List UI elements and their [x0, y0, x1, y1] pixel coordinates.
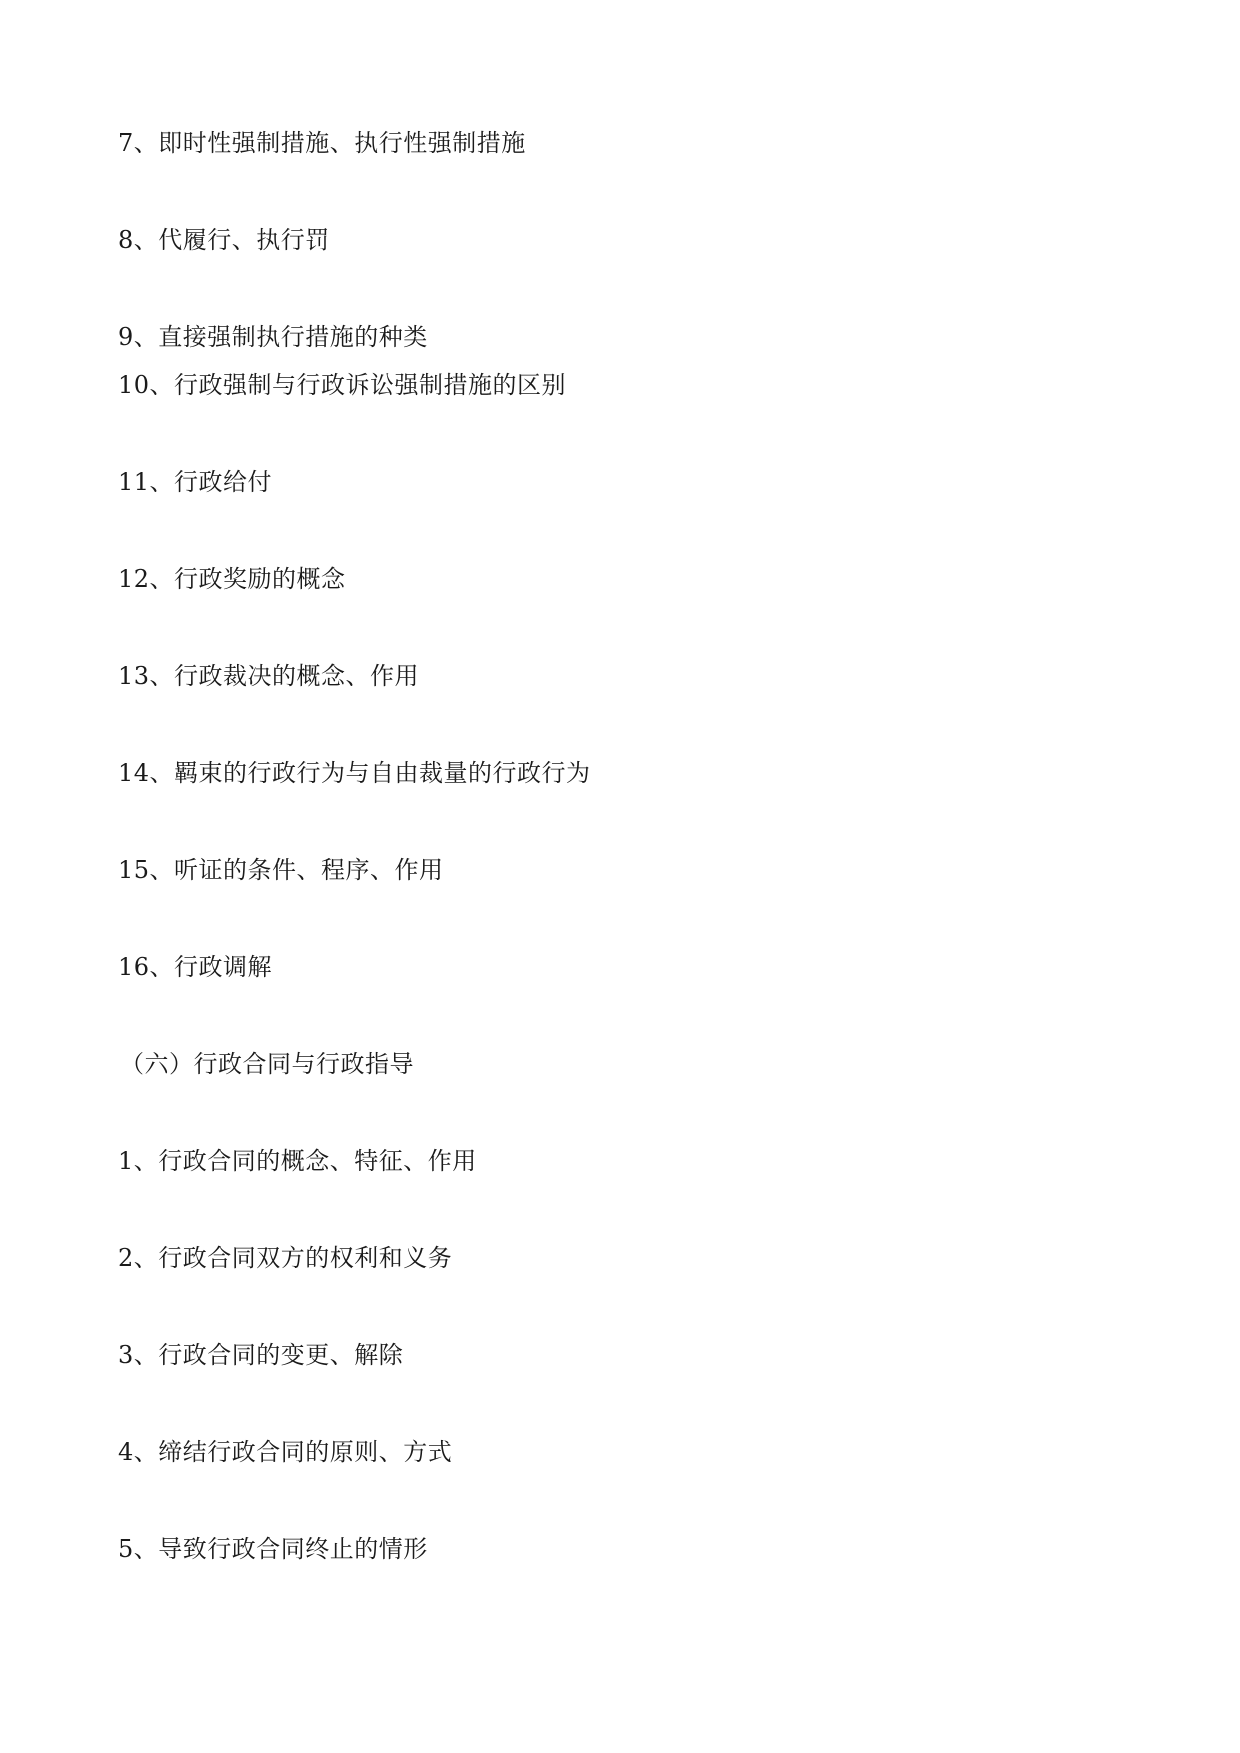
outline-item-2: 2、行政合同双方的权利和义务	[118, 1244, 453, 1272]
outline-item-4: 4、缔结行政合同的原则、方式	[118, 1438, 453, 1466]
outline-item-11: 11、行政给付	[118, 468, 273, 496]
outline-item-8: 8、代履行、执行罚	[118, 226, 330, 254]
outline-item-10: 10、行政强制与行政诉讼强制措施的区别	[118, 371, 567, 399]
outline-item-9: 9、直接强制执行措施的种类	[118, 323, 428, 351]
outline-item-14: 14、羁束的行政行为与自由裁量的行政行为	[118, 759, 591, 787]
section-heading: （六）行政合同与行政指导	[120, 1050, 414, 1078]
outline-item-15: 15、听证的条件、程序、作用	[118, 856, 444, 884]
outline-item-12: 12、行政奖励的概念	[118, 565, 346, 593]
outline-item-3: 3、行政合同的变更、解除	[118, 1341, 404, 1369]
outline-item-1: 1、行政合同的概念、特征、作用	[118, 1147, 477, 1175]
outline-item-7: 7、即时性强制措施、执行性强制措施	[118, 129, 526, 157]
outline-item-13: 13、行政裁决的概念、作用	[118, 662, 420, 690]
outline-item-5: 5、导致行政合同终止的情形	[118, 1535, 428, 1563]
outline-item-16: 16、行政调解	[118, 953, 273, 981]
